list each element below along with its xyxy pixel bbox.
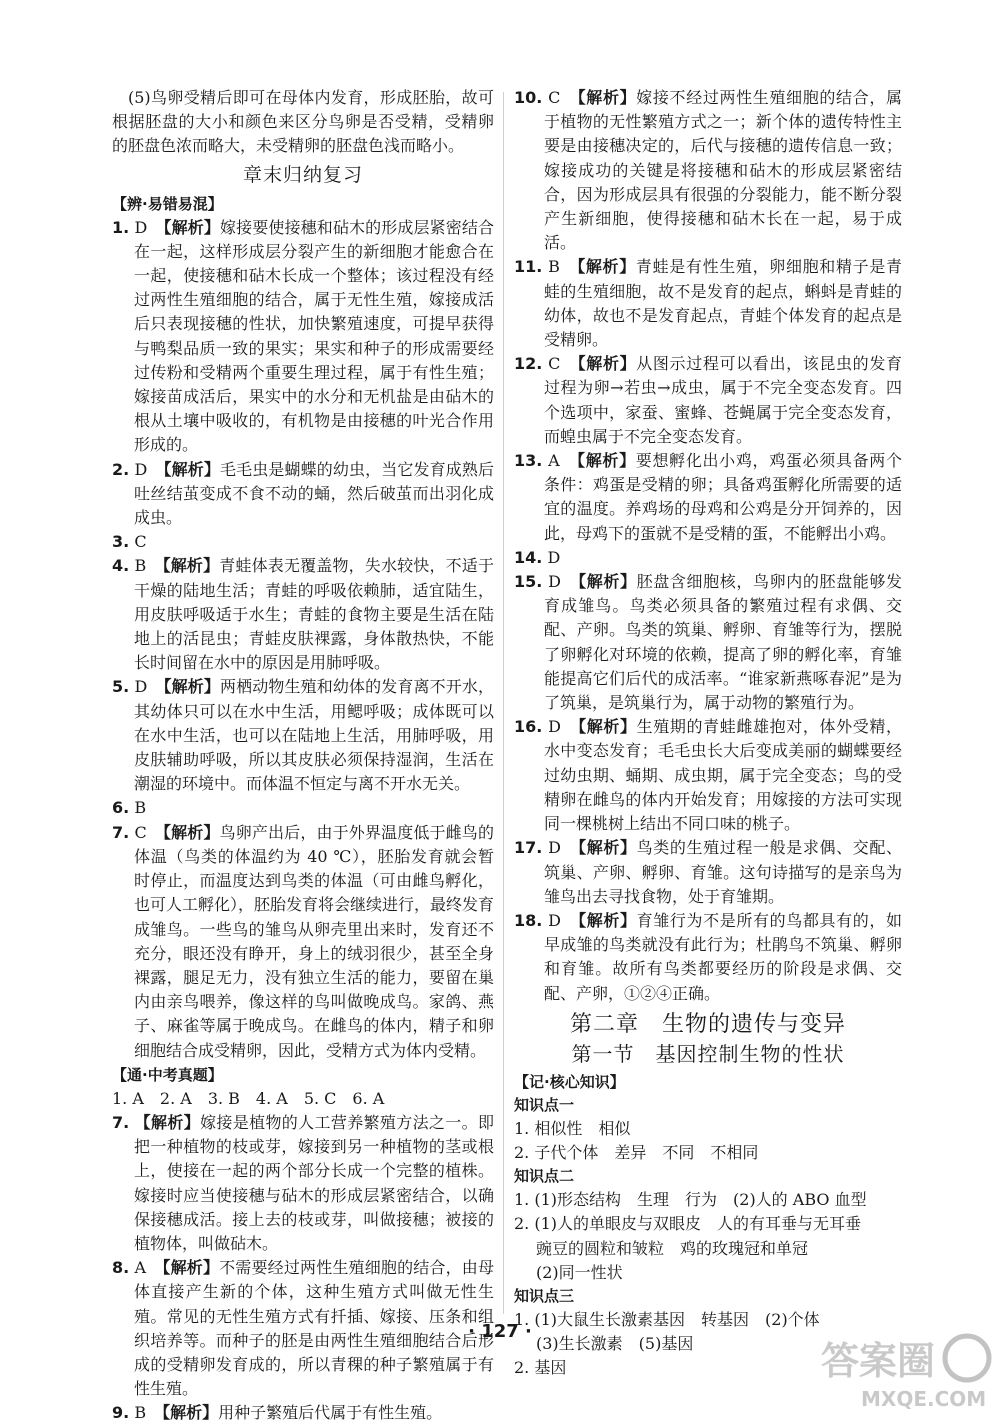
knowledge-line: 1. (1)大鼠生长激素基因 转基因 (2)个体	[514, 1309, 820, 1329]
knowledge-line: 2. 基因	[514, 1358, 567, 1378]
answer-item: 17. D 【解析】鸟类的生殖过程一般是求偶、交配、筑巢、产卵、孵卵、育雏。这句诗描写的是亲鸟为雏鸟出去寻找食物，处于育雏期。	[514, 838, 902, 906]
watermark-logo	[817, 1330, 992, 1412]
watermark-url: MXQE.COM	[861, 1387, 987, 1411]
answer-item: 13. A 【解析】要想孵化出小鸡，鸡蛋必须具备两个条件：鸡蛋是受精的卵；具备鸡蛋孵化所需要的适宜的温度。养鸡场的母鸡和公鸡是分开饲养的，因此，母鸡下的蛋就不是受精的蛋，不能孵出小鸡。	[514, 451, 902, 543]
answer-item: 4. B 【解析】青蛙体表无覆盖物，失水较快，不适于干燥的陆地生活；青蛙的呼吸依赖肺，适宜陆生，用皮肤呼吸适于水生；青蛙的食物主要是生活在陆地上的活昆虫；青蛙皮肤裸露，身体散热快，不能长时间留在水中的原因是用肺呼吸。	[112, 556, 494, 673]
knowledge-line: (2)同一性状	[536, 1262, 623, 1282]
answer-item: 9. B 【解析】用种子繁殖后代属于有性生殖。	[112, 1403, 443, 1423]
answer-item: 7. 【解析】嫁接是植物的人工营养繁殖方法之一。即把一种植物的枝或芽，嫁接到另一种植物的茎或根上，使接在一起的两个部分长成一个完整的植株。嫁接时应当使接穗与砧木的形成层紧密结合，以确保接穗成活。接上去的枝或芽，叫做接穗；被接的植物体，叫做砧木。	[112, 1112, 494, 1253]
section-label-core: 【记·核心知识】	[514, 1072, 625, 1091]
knowledge-line: 1. (1)形态结构 生理 行为 (2)人的 ABO 血型	[514, 1190, 867, 1210]
answer-list-exam	[112, 1111, 494, 1426]
answer-list-continued	[514, 86, 902, 1006]
answer-item: 6. B	[112, 798, 147, 818]
knowledge-line: 2. 子代个体 差异 不同 不相同	[514, 1142, 759, 1162]
knowledge-point-title: 知识点一	[514, 1095, 575, 1114]
section-label-exam: 【通·中考真题】	[112, 1065, 223, 1084]
knowledge-point-title: 知识点三	[514, 1286, 575, 1305]
answer-item: 3. C	[112, 532, 147, 552]
chapter-title: 第二章 生物的遗传与变异	[569, 1011, 846, 1037]
knowledge-point-title: 知识点二	[514, 1167, 575, 1186]
answer-item: 14. D	[514, 547, 561, 567]
chapter-review-heading: 章末归纳复习	[242, 163, 363, 186]
quick-answers-line: 1. A 2. A 3. B 4. A 5. C 6. A	[112, 1088, 385, 1108]
answer-item: 16. D 【解析】生殖期的青蛙雌雄抱对，体外受精，水中变态发育；毛毛虫长大后变成美丽的蝴蝶要经过幼虫期、蛹期、成虫期，属于完全变态；鸟的受精卵在雌鸟的体内开始发育；用嫁接的方法可实现同一棵桃树上结出不同口味的桃子。	[514, 717, 902, 834]
intro-paragraph: (5)鸟卵受精后即可在母体内发育，形成胚胎，故可根据胚盘的大小和颜色来区分鸟卵是否受精，受精卵的胚盘色浓而略大，未受精卵的胚盘色浅而略小。	[112, 88, 494, 156]
answer-item: 18. D 【解析】育雏行为不是所有的鸟都具有的，如早成雏的鸟类就没有此行为；杜鹃鸟不筑巢、孵卵和育雏。故所有鸟类都要经历的阶段是求偶、交配、产卵，①②④正确。	[514, 910, 902, 1003]
section-label-mistakes: 【辨·易错易混】	[112, 194, 223, 213]
answer-item: 2. D 【解析】毛毛虫是蝴蝶的幼虫，当它发育成熟后吐丝结茧变成不食不动的蛹，然后破茧而出羽化成成虫。	[112, 459, 494, 528]
answer-item: 5. D 【解析】两栖动物生殖和幼体的发育离不开水，其幼体只可以在水中生活，用鳃呼吸；成体既可以在水中生活，也可以在陆地上生活，用肺呼吸，用皮肤辅助呼吸，所以其皮肤必须保持湿润，生活在潮湿的环境中。而体温不恒定与离不开水无关。	[112, 677, 494, 794]
knowledge-line: 豌豆的圆粒和皱粒 鸡的玫瑰冠和单冠	[536, 1238, 809, 1258]
knowledge-line: (3)生长激素 (5)基因	[536, 1334, 694, 1354]
answer-list-mistakes	[112, 216, 494, 1063]
right-column	[514, 86, 902, 1381]
page-number: · 127 ·	[468, 1321, 532, 1342]
answer-item: 15. D 【解析】胚盘含细胞核，鸟卵内的胚盘能够发育成雏鸟。鸟类必须具备的繁殖过程有求偶、交配、产卵。鸟类的筑巢、孵卵、育雏等行为，摆脱了卵孵化对环境的依赖，提高了卵的孵化率，育雏能提高它们后代的成活率。“谁家新燕啄春泥”是为了筑巢，是筑巢行为，属于动物的繁殖行为。	[514, 572, 902, 713]
section-title: 第一节 基因控制生物的性状	[571, 1041, 845, 1066]
answer-item: 8. A 【解析】不需要经过两性生殖细胞的结合，由母体直接产生新的个体，这种生殖方式叫做无性生殖。常见的无性生殖方式有扦插、嫁接、压条和组织培养等。而种子的胚是由两性生殖细胞结合后形成的受精卵发育成的，所以青稞的种子繁殖属于有性生殖。	[112, 1258, 494, 1399]
watermark-text: 答案圈	[821, 1339, 936, 1383]
answer-item: 12. C 【解析】从图示过程可以看出，该昆虫的发育过程为卵→若虫→成虫，属于不完全变态发育。四个选项中，家蚕、蜜蜂、苍蝇属于完全变态发育，而蝗虫属于不完全变态发育。	[514, 354, 902, 446]
answer-item: 1. D 【解析】嫁接要使接穗和砧木的形成层紧密结合在一起，这样形成层分裂产生的新细胞才能愈合在一起，使接穗和砧木长成一个整体；该过程没有经过两性生殖细胞的结合，属于无性生殖，嫁接成活后只表现接穗的性状，加快繁殖速度，可提早获得与鸭梨品质一致的果实；果实和种子的形成需要经过传粉和受精两个重要生理过程，属于有性生殖；嫁接苗成活后，果实中的水分和无机盐是由砧木的根从土壤中吸收的，有机物是由接穗的叶光合作用形成的。	[112, 217, 494, 455]
knowledge-line: 1. 相似性 相似	[514, 1118, 631, 1138]
answer-item: 10. C 【解析】嫁接不经过两性生殖细胞的结合，属于植物的无性繁殖方式之一；新个体的遗传特性主要是由接穗决定的，后代与接穗的遗传信息一致；嫁接成功的关键是将接穗和砧木的形成层紧密结合，因为形成层具有很强的分裂能力，能不断分裂产生新细胞，使得接穗和砧木长在一起，易于成活。	[514, 88, 902, 253]
knowledge-line: 2. (1)人的单眼皮与双眼皮 人的有耳垂与无耳垂	[514, 1214, 862, 1234]
answer-item: 7. C 【解析】鸟卵产出后，由于外界温度低于雌鸟的体温（鸟类的体温约为 40 ℃），胚胎发育就会暂时停止，而温度达到鸟类的体温（可由雌鸟孵化，也可人工孵化），胚胎发育将会继续进行，最终发育成雏鸟。一些鸟的雏鸟从卵壳里出来时，发育还不充分，眼还没有睁开，身上的绒羽很少，甚至全身裸露，腿足无力，没有独立生活的能力，要留在巢内由亲鸟喂养，像这样的鸟叫做晚成鸟。家鸽、燕子、麻雀等属于晚成鸟。在雌鸟的体内，精子和卵细胞结合成受精卵，因此，受精方式为体内受精。	[112, 822, 495, 1060]
left-column	[112, 86, 494, 1426]
column-divider	[503, 92, 504, 1314]
answer-item: 11. B 【解析】青蛙是有性生殖，卵细胞和精子是青蛙的生殖细胞，故不是发育的起点，蝌蚪是青蛙的幼体，故也不是发育起点，青蛙个体发育的起点是受精卵。	[514, 257, 902, 350]
